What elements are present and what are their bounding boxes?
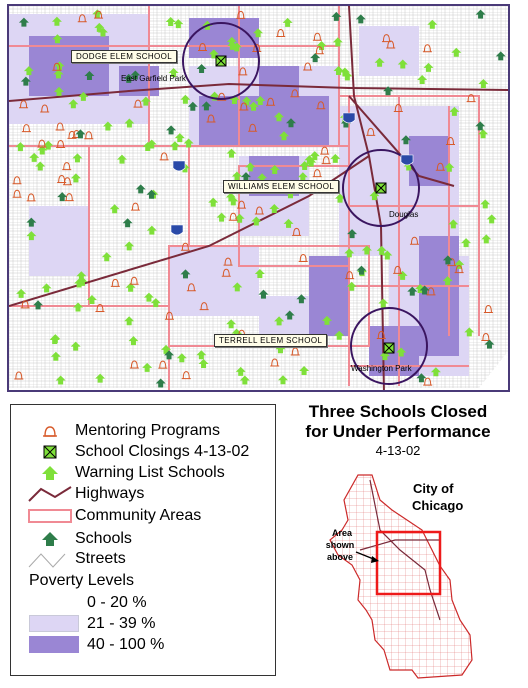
dodge-school-label: DODGE ELEM SCHOOL: [71, 50, 177, 63]
interstate-shield-icon: [343, 113, 355, 123]
terrell-school-label: TERRELL ELEM SCHOOL: [214, 334, 327, 347]
legend-label: Highways: [75, 485, 145, 502]
school-closing-icon: [384, 343, 394, 353]
map-panel: [7, 4, 510, 392]
inset-city-label-1: City of: [413, 481, 454, 496]
poverty-levels-title: Poverty Levels: [29, 572, 134, 589]
legend-label: Streets: [75, 550, 126, 567]
map-title-line-2: for Under Performance: [305, 422, 491, 441]
place-label-washington-park: Washington Park: [351, 364, 412, 373]
poverty-swatch: [29, 615, 79, 632]
interstate-shield-icon: [173, 161, 185, 171]
poverty-level-label: 40 - 100 %: [87, 636, 165, 653]
legend-label: Warning List Schools: [75, 464, 225, 481]
legend-label: Mentoring Programs: [75, 422, 220, 439]
map-date: 4-13-02: [375, 443, 421, 458]
inset-map: [300, 470, 500, 680]
pink-outline-rect-icon: [27, 507, 73, 525]
interstate-shield-icon: [171, 225, 183, 235]
light-green-arrow-icon: [27, 464, 73, 482]
inset-city-label-2: Chicago: [412, 498, 464, 513]
poverty-level-label: 21 - 39 %: [87, 615, 156, 632]
x-box-icon: [27, 443, 73, 461]
highway-line-icon: [27, 485, 73, 503]
school-closing-icon: [216, 56, 226, 66]
legend-item-streets: [11, 549, 275, 569]
inset-area-label-2: shown: [325, 540, 355, 550]
poverty-swatch: [29, 636, 79, 653]
bell-icon: [27, 422, 73, 440]
legend-item-mentoring: [11, 421, 275, 441]
street-line-icon: [27, 550, 73, 568]
legend-label: Community Areas: [75, 507, 202, 524]
legend-item-schools: [11, 529, 275, 549]
legend: [10, 404, 276, 676]
inset-area-label-1: Area: [331, 528, 352, 538]
legend-label: Schools: [75, 530, 132, 547]
school-closing-icon: [376, 183, 386, 193]
place-label-douglas: Douglas: [389, 210, 419, 219]
interstate-shield-icon: [401, 155, 413, 165]
legend-item-school-closings: [11, 442, 275, 462]
legend-label: School Closings 4-13-02: [75, 443, 250, 460]
legend-item-community-areas: [11, 506, 275, 526]
inset-area-label-3: above: [326, 552, 353, 562]
map-title-block: [282, 402, 514, 460]
legend-item-warning-list: [11, 463, 275, 483]
williams-school-label: WILLIAMS ELEM SCHOOL: [223, 180, 339, 193]
place-label-east-garfield-park: East Garfield Park: [121, 74, 186, 83]
poverty-level-label: 0 - 20 %: [87, 594, 147, 611]
map-title-line-1: Three Schools Closed: [308, 402, 488, 421]
dark-green-arrow-icon: [27, 530, 73, 548]
poverty-swatch: [29, 594, 79, 611]
legend-item-highways: [11, 484, 275, 504]
